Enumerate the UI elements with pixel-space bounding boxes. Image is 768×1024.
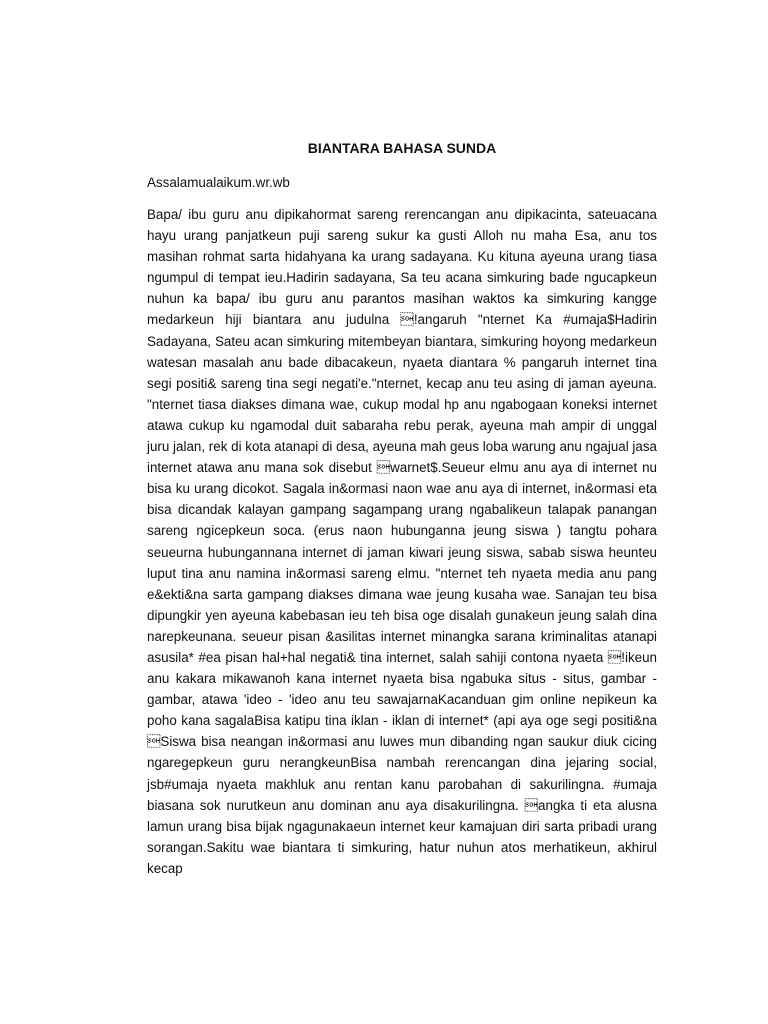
speech-body: Bapa/ ibu guru anu dipikahormat sareng rerencangan anu dipikacinta, sateuacana hayu urang panjatkeun puji sareng sukur ka gusti Alloh nu maha Esa, anu tos masihan rohmat sarta hidahyana ka urang sadayana. Ku kituna ayeuna urang tiasa ngumpul di tempat ieu.Hadirin sadayana, Sa teu acana simkuring bade ngucapkeun nuhun ka bapa/ ibu guru anu parantos masihan waktos ka simkuring kangge medarkeun hiji biantara anu judulna !angaruh "nternet Ka #umaja$Hadirin Sadayana, Sateu acan simkuring mitembeyan biantara, simkuring hoyong medarkeun watesan masalah anu bade dibacakeun, nyaeta diantara % pangaruh internet tina segi positi& sareng tina segi negati'e."nternet, kecap anu teu asing di jaman ayeuna. "nternet tiasa diakses dimana wae, cukup modal hp anu ngabogaan koneksi internet atawa cukup ku ngamodal duit sabaraha rebu perak, ayeuna mah ampir di unggal juru jalan, rek di kota atanapi di desa, ayeuna mah geus loba warung anu ngajual jasa internet atawa anu mana sok disebut warnet$.Seueur elmu anu aya di internet nu bisa ku urang dicokot. Sagala in&ormasi naon wae anu aya di internet, in&ormasi eta bisa dicandak kalayan gampang sagampang urang ngabalikeun talapak panangan sareng ngicepkeun soca. (erus naon hubunganna jeung siswa ) tangtu pohara seueurna hubungannana internet di jaman kiwari jeung siswa, sabab siswa heunteu luput tina anu namina in&ormasi sareng elmu. "nternet teh nyaeta media anu pang e&ekti&na sarta gampang diakses dimana wae jeung kusaha wae. Sanajan teu bisa dipungkir yen ayeuna kabebasan ieu teh bisa oge disalah gunakeun jeung salah dina narepkeunana. seueur pisan &asilitas internet minangka sarana kriminalitas atanapi asusila* #ea pisan hal+hal negati& tina internet, salah sahiji contona nyaeta !ikeun anu kakara mikawanoh kana internet nyaeta bisa ngabuka situs - situs, gambar - gambar, atawa 'ideo - 'ideo anu teu sawajarnaKacanduan gim online nepikeun ka poho kana sagalaBisa katipu tina iklan - iklan di internet* (api aya oge segi positi&na Siswa bisa neangan in&ormasi anu luwes mun dibanding ngan saukur diuk cicing ngaregepkeun guru nerangkeunBisa nambah rerencangan dina jejaring social, jsb#umaja nyaeta makhluk anu rentan kanu parobahan di sakurilingna. #umaja biasana sok nurutkeun anu dominan anu aya disakurilingna. angka ti eta alusna lamun urang bisa bijak ngagunakaeun internet keur kamajuan diri sarta pribadi urang sorangan.Sakitu wae biantara ti simkuring, hatur nuhun atos merhatikeun, akhirul kecap [147,207,657,876]
document-content [147,138,657,879]
greeting-line: Assalamualaikum.wr.wb [147,175,290,190]
document-title: BIANTARA BAHASA SUNDA [307,140,497,156]
